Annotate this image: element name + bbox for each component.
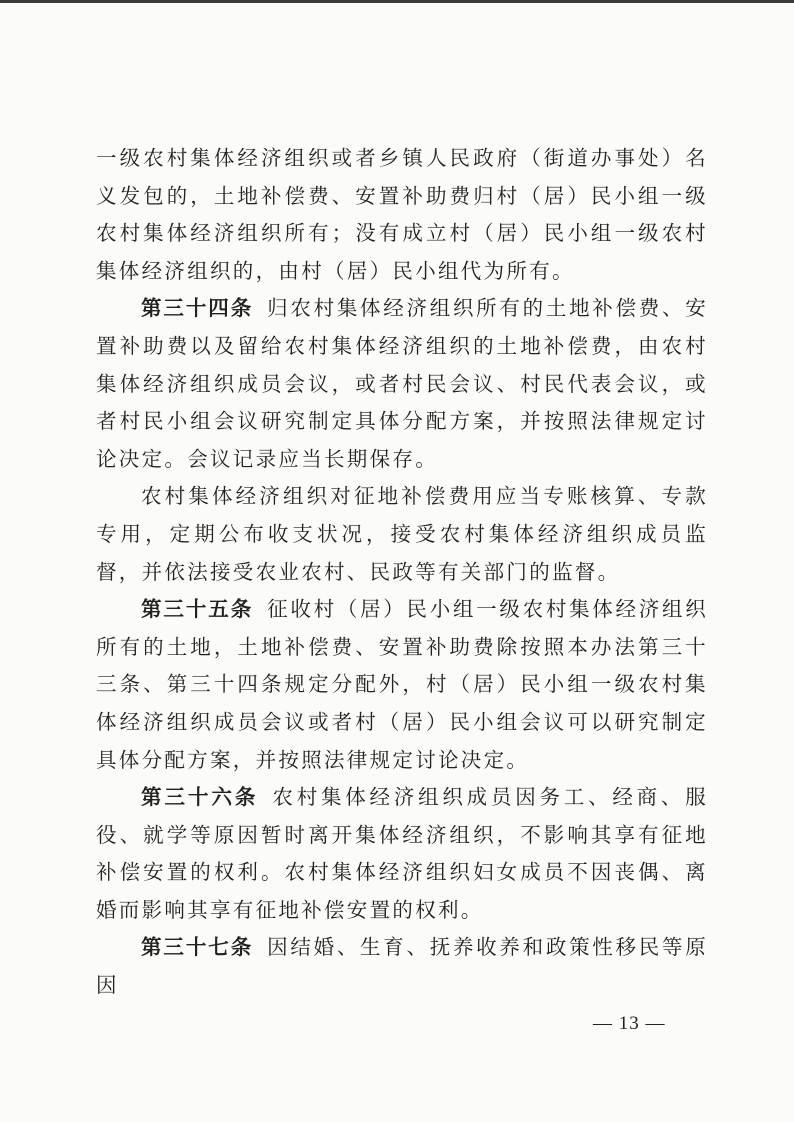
paragraph-article-37	[96, 929, 708, 1004]
page-number: — 13 —	[593, 1013, 666, 1034]
document-body	[96, 140, 708, 1005]
article-heading: 第三十五条	[141, 597, 254, 622]
article-heading: 第三十七条	[141, 935, 254, 960]
paragraph-article-35	[96, 591, 708, 779]
paragraph-text: 农村集体经济组织对征地补偿费用应当专账核算、专款专用，定期公布收支状况，接受农村集体经济组织成员监督，并依法接受农业农村、民政等有关部门的监督。	[96, 484, 708, 584]
article-heading: 第三十六条	[141, 785, 259, 810]
paragraph-text: 归农村集体经济组织所有的土地补偿费、安置补助费以及留给农村集体经济组织的土地补偿费，由农村集体经济组织成员会议，或者村民会议、村民代表会议，或者村民小组会议研究制定具体分配方案，并按照法律规定讨论决定。会议记录应当长期保存。	[96, 296, 709, 471]
page-top-edge	[0, 0, 794, 3]
paragraph-text: 因结婚、生育、抚养收养和政策性移民等原因	[96, 935, 709, 998]
paragraph-article-34	[96, 290, 708, 478]
paragraph-text: 农村集体经济组织成员因务工、经商、服役、就学等原因暂时离开集体经济组织，不影响其享有征地补偿安置的权利。农村集体经济组织妇女成员不因丧偶、离婚而影响其享有征地补偿安置的权利。	[96, 785, 709, 922]
article-heading: 第三十四条	[141, 296, 254, 321]
paragraph-continuation	[96, 140, 708, 290]
paragraph-text: 征收村（居）民小组一级农村集体经济组织所有的土地，土地补偿费、安置补助费除按照本办法第三十三条、第三十四条规定分配外，村（居）民小组一级农村集体经济组织成员会议或者村（居）民小组会议可以研究制定具体分配方案，并按照法律规定讨论决定。	[96, 597, 709, 772]
paragraph-article-36	[96, 779, 708, 929]
paragraph-article-34-second	[96, 478, 708, 591]
paragraph-text: 一级农村集体经济组织或者乡镇人民政府（街道办事处）名义发包的，土地补偿费、安置补助费归村（居）民小组一级农村集体经济组织所有；没有成立村（居）民小组一级农村集体经济组织的，由村（居）民小组代为所有。	[96, 146, 708, 283]
